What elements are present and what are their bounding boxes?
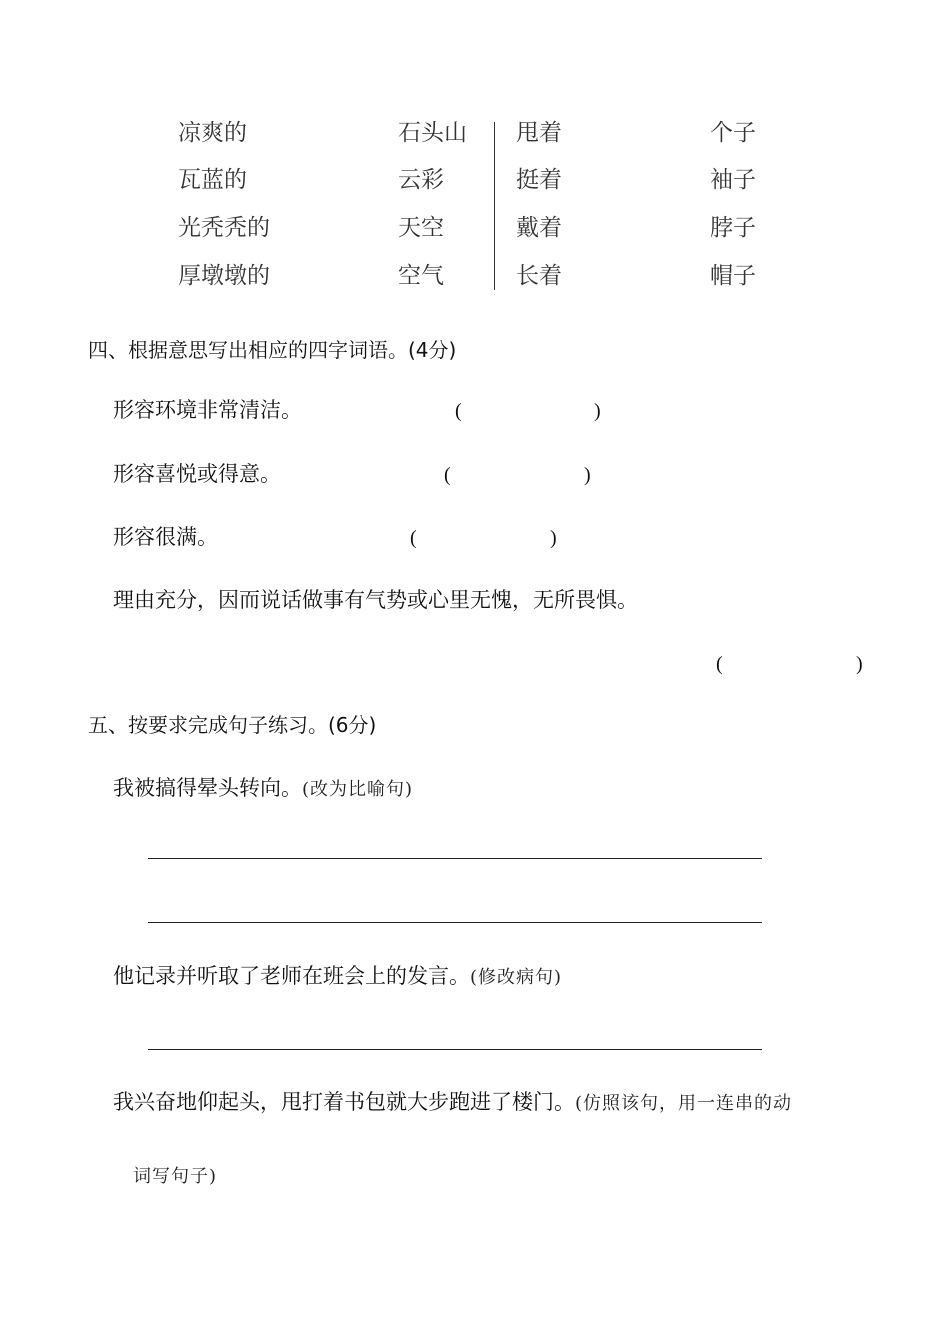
answer-close-paren: ) <box>594 400 601 422</box>
section5-title: 五、按要求完成句子练习。(6分) <box>88 713 377 737</box>
answer-close-paren: ) <box>584 464 591 486</box>
answer-line[interactable] <box>148 858 762 859</box>
match-word: 袖子 <box>710 167 756 193</box>
question-text <box>113 778 413 799</box>
match-word: 戴着 <box>516 215 562 241</box>
instruction-note: (仿照该句，用一连串的动 <box>575 1093 793 1114</box>
match-word: 个子 <box>710 120 756 146</box>
match-word: 天空 <box>398 215 444 241</box>
question-text <box>113 966 562 987</box>
answer-close-paren: ) <box>550 527 557 549</box>
section4-title: 四、根据意思写出相应的四字词语。(4分) <box>88 338 457 362</box>
match-word: 空气 <box>398 263 444 289</box>
instruction-note-continued: 词写句子) <box>133 1166 218 1187</box>
question-text: 形容很满。 <box>113 525 218 549</box>
match-word: 石头山 <box>398 120 467 146</box>
instruction-note: (修改病句) <box>470 967 563 988</box>
match-word: 厚墩墩的 <box>178 263 270 289</box>
answer-line[interactable] <box>148 1049 762 1050</box>
answer-close-paren: ) <box>856 653 863 675</box>
match-word: 凉爽的 <box>178 120 247 146</box>
sentence: 他记录并听取了老师在班会上的发言。 <box>113 964 470 988</box>
match-word: 云彩 <box>398 167 444 193</box>
answer-open-paren: ( <box>444 464 451 486</box>
answer-open-paren: ( <box>455 400 462 422</box>
answer-line[interactable] <box>148 922 762 923</box>
match-word: 甩着 <box>516 120 562 146</box>
question-text: 形容环境非常清洁。 <box>113 398 302 422</box>
column-divider <box>494 122 495 290</box>
question-text: 理由充分，因而说话做事有气势或心里无愧，无所畏惧。 <box>113 588 638 612</box>
match-word: 光秃秃的 <box>178 215 270 241</box>
answer-open-paren: ( <box>410 527 417 549</box>
match-word: 脖子 <box>710 215 756 241</box>
match-word: 帽子 <box>710 263 756 289</box>
question-text: 形容喜悦或得意。 <box>113 462 281 486</box>
instruction-note: (改为比喻句) <box>302 779 414 800</box>
sentence: 我被搞得晕头转向。 <box>113 776 302 800</box>
match-word: 挺着 <box>516 167 562 193</box>
question-text <box>113 1092 792 1113</box>
sentence: 我兴奋地仰起头，甩打着书包就大步跑进了楼门。 <box>113 1090 575 1114</box>
answer-open-paren: ( <box>716 653 723 675</box>
match-word: 瓦蓝的 <box>178 167 247 193</box>
match-word: 长着 <box>516 263 562 289</box>
